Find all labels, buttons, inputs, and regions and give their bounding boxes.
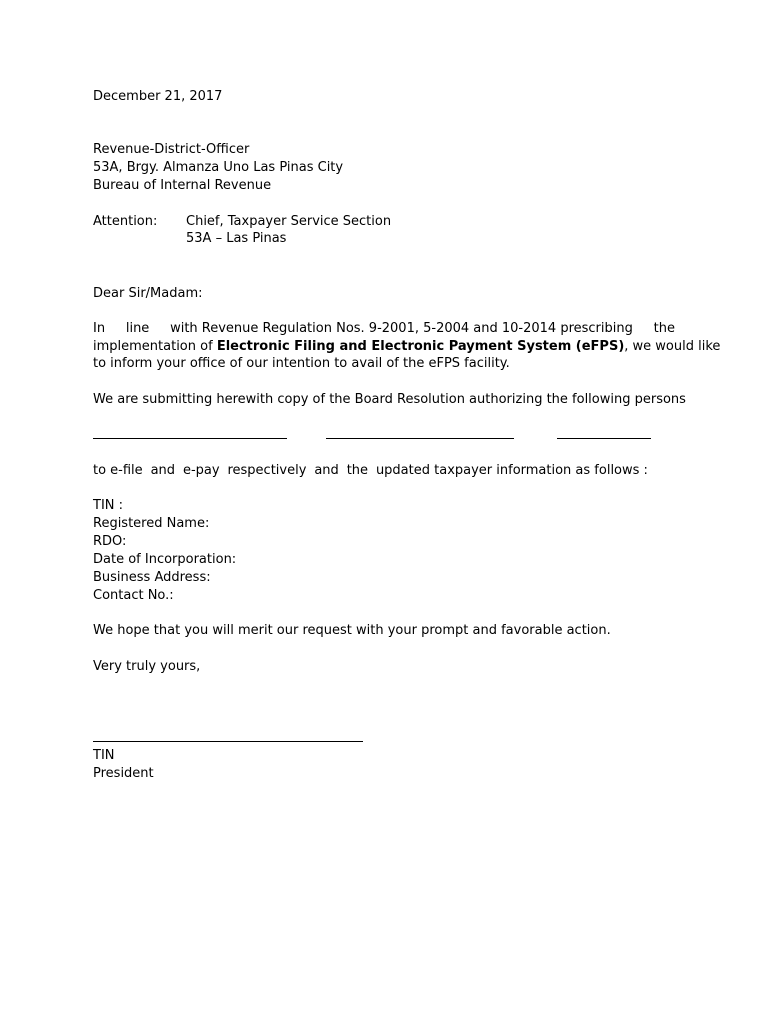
p3-word: and [314,463,339,478]
field-contact-no: Contact No.: [93,588,174,603]
field-registered-name: Registered Name: [93,516,210,531]
field-tin: TIN : [93,498,124,513]
recipient-address: 53A, Brgy. Almanza Uno Las Pinas City [93,160,344,175]
paragraph-1-line-3: to inform your office of our intention to avail of the eFPS facility. [93,356,510,371]
paragraph-2: We are submitting herewith copy of the Board Resolution authorizing the following persons [93,392,686,407]
recipient-title: Revenue-District-Officer [93,142,250,157]
salutation: Dear Sir/Madam: [93,286,203,301]
p1-word: the [653,321,675,336]
p1-word: line [125,321,150,336]
attention-line-2: 53A – Las Pinas [186,231,287,246]
paragraph-1-line-1 [93,320,675,338]
efps-bold-text: Electronic Filing and Electronic Payment System (eFPS) [216,339,625,354]
p3-word: and [150,463,176,478]
closing-paragraph: We hope that you will merit our request with your prompt and favorable action. [93,623,611,638]
p1-word: with Revenue Regulation Nos. 9-2001, 5-2004 and 10-2014 prescribing [170,321,633,336]
person-blank-1 [93,438,287,439]
p3-word: updated taxpayer information as follows : [375,463,648,478]
paragraph-3 [93,462,648,480]
letter-date: December 21, 2017 [93,89,223,104]
valediction: Very truly yours, [93,659,201,674]
signature-line [93,741,363,742]
p1-text: implementation of [93,339,217,354]
signature-tin: TIN [93,748,115,763]
recipient-agency: Bureau of Internal Revenue [93,178,272,193]
attention-line-1: Chief, Taxpayer Service Section [186,214,392,229]
p1-word: In [93,321,106,336]
signature-position: President [93,766,154,781]
attention-label: Attention: [93,214,158,229]
p3-word: e-pay [182,463,220,478]
person-blank-2 [326,438,514,439]
p3-word: to e-file [93,463,143,478]
p1-text: , we would like [624,339,721,354]
field-rdo: RDO: [93,534,127,549]
p3-word: the [346,463,369,478]
p3-word: respectively [227,463,307,478]
field-business-address: Business Address: [93,570,211,585]
paragraph-1-line-2 [93,338,721,356]
field-date-of-incorporation: Date of Incorporation: [93,552,237,567]
person-blank-3 [557,438,651,439]
